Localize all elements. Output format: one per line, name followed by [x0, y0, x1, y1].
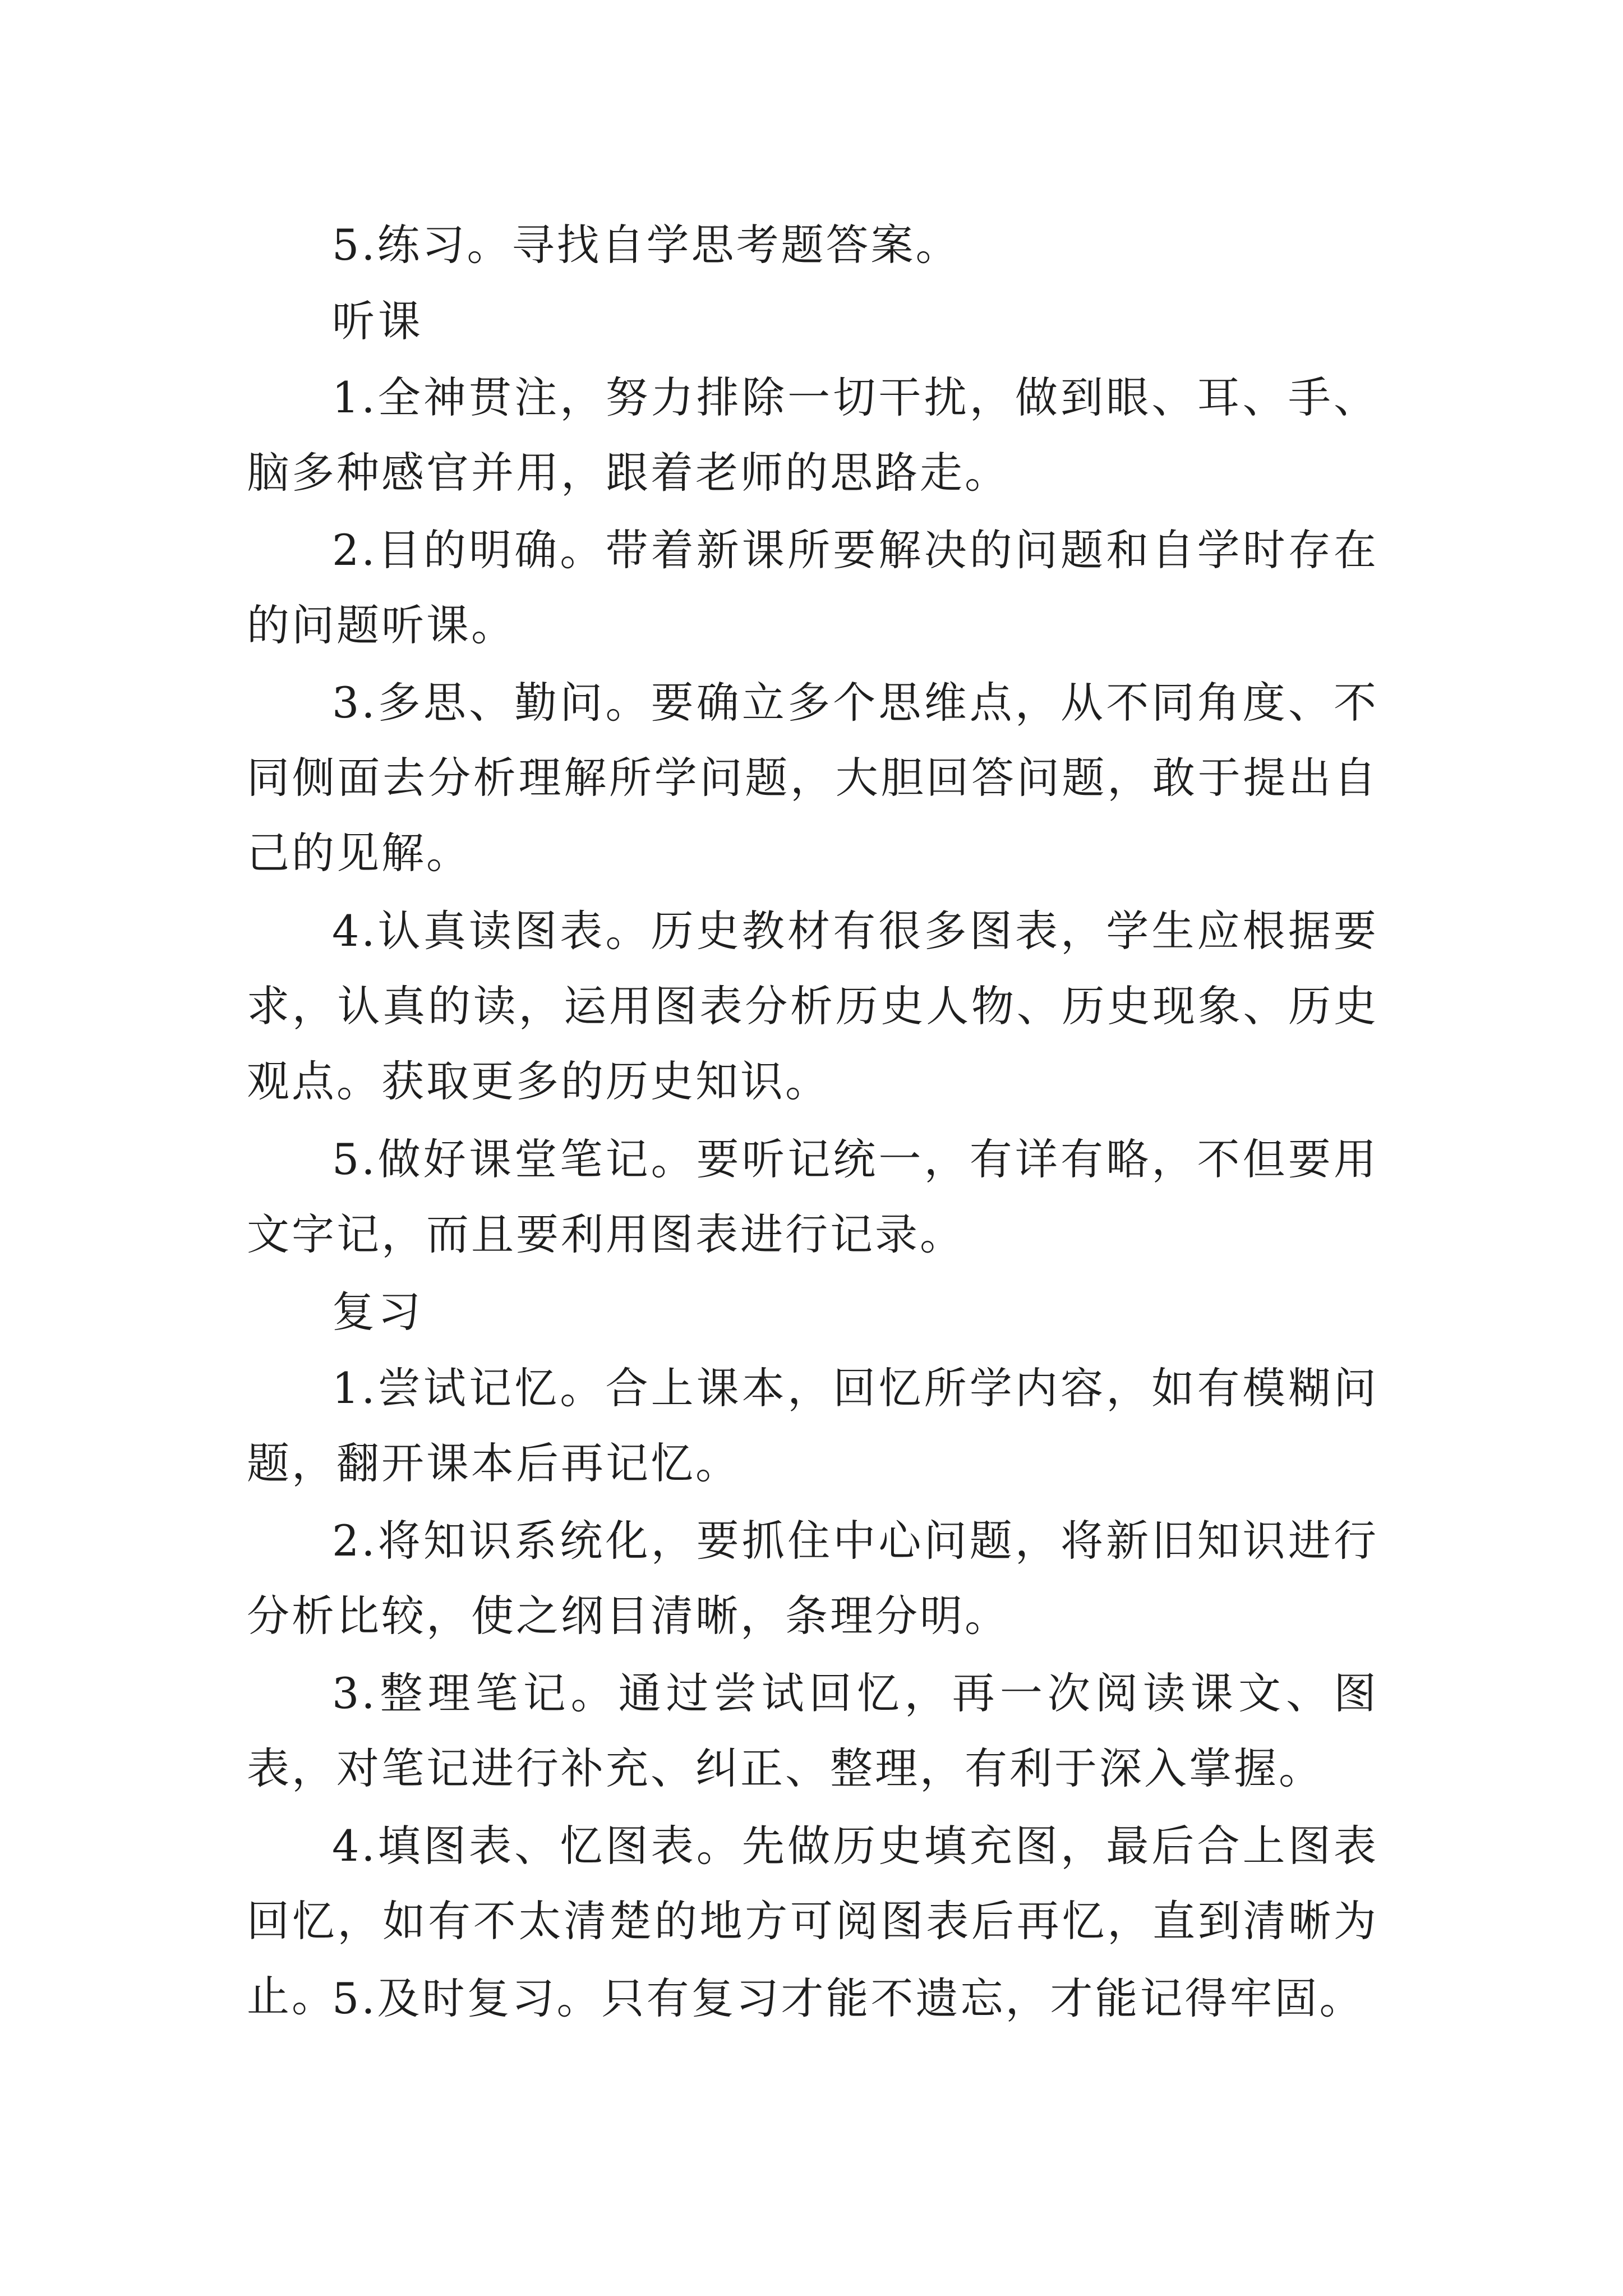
paragraph-listening-5: 5.做好课堂笔记。要听记统一，有详有略，不但要用文字记，而且要利用图表进行记录。	[247, 1134, 1378, 1259]
paragraph-review-1: 1.尝试记忆。合上课本，回忆所学内容，如有模糊问题，翻开课本后再记忆。	[247, 1363, 1378, 1488]
paragraph-listening-3: 3.多思、勤问。要确立多个思维点，从不同角度、不同侧面去分析理解所学问题，大胆回答问题，敢于提出自己的见解。	[247, 678, 1378, 878]
paragraph-practice: 5.练习。寻找自学思考题答案。	[332, 220, 961, 270]
paragraph-review-5: 5.及时复习。只有复习才能不遗忘，才能记得牢固。	[332, 1973, 1364, 2023]
paragraph-listening-4: 4.认真读图表。历史教材有很多图表，学生应根据要求，认真的读，运用图表分析历史人物、历史现象、历史观点。获取更多的历史知识。	[247, 906, 1378, 1106]
section-heading-review: 复习	[332, 1287, 424, 1337]
paragraph-review-3: 3.整理笔记。通过尝试回忆，再一次阅读课文、图表，对笔记进行补充、纠正、整理，有利于深入掌握。	[247, 1668, 1378, 1793]
paragraph-listening-2: 2.目的明确。带着新课所要解决的问题和自学时存在的问题听课。	[247, 525, 1378, 650]
paragraph-review-2: 2.将知识系统化，要抓住中心问题，将新旧知识进行分析比较，使之纲目清晰，条理分明。	[247, 1516, 1378, 1641]
paragraph-listening-1: 1.全神贯注，努力排除一切干扰，做到眼、耳、手、脑多种感官并用，跟着老师的思路走。	[247, 372, 1378, 498]
paragraph-review-4: 4.填图表、忆图表。先做历史填充图，最后合上图表回忆，如有不太清楚的地方可阅图表后再忆，直到清晰为止。	[247, 1821, 1378, 2021]
section-heading-listening: 听课	[332, 296, 424, 346]
